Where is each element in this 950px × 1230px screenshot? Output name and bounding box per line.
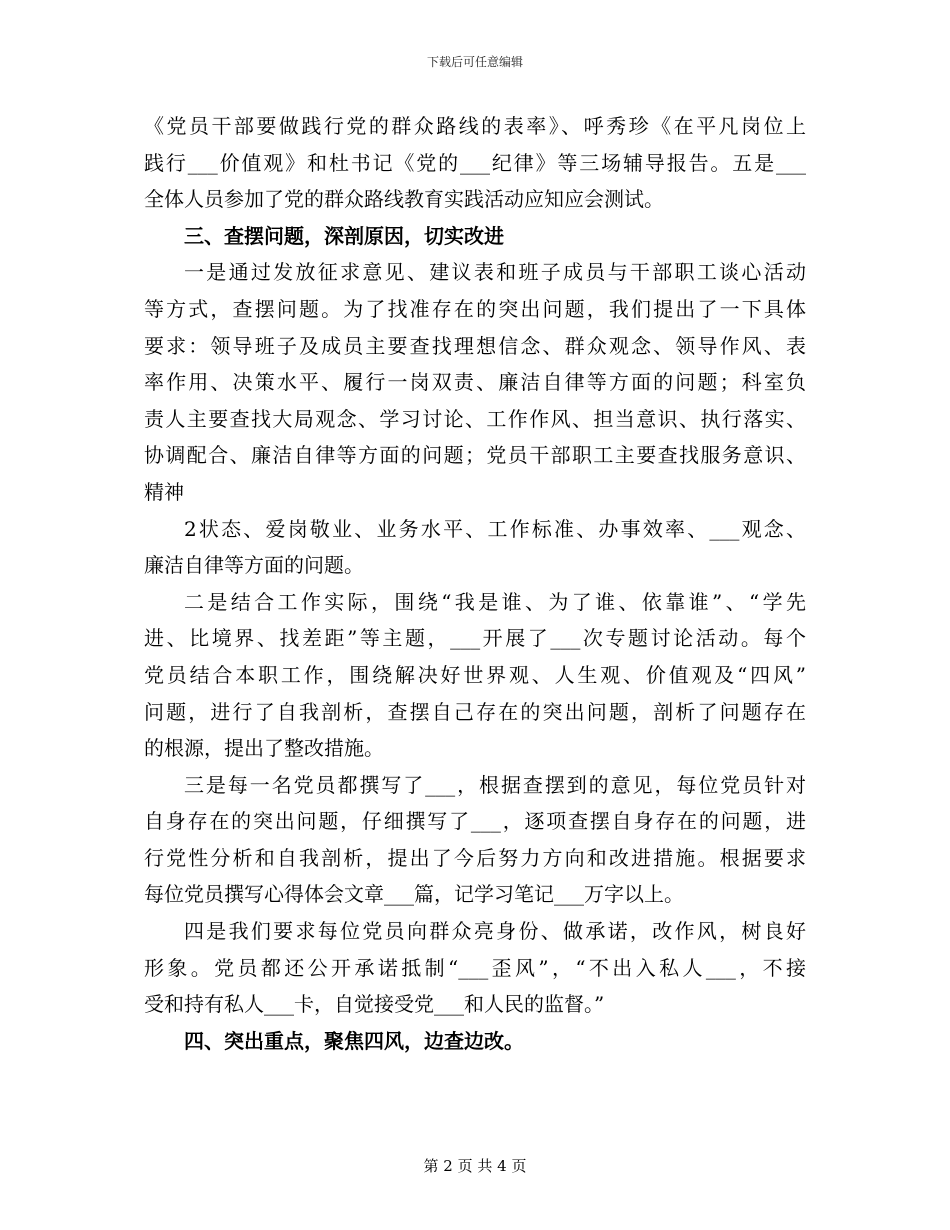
body-line: 等方式，查摆问题。为了找准存在的突出问题，我们提出了一下具体 — [144, 296, 806, 321]
body-line: 要求：领导班子及成员主要查找理想信念、群众观念、领导作风、表 — [144, 333, 806, 358]
page-footer: 第 2 页 共 4 页 — [423, 1157, 527, 1175]
body-line: 每位党员撰写心得体会文章___篇，记学习笔记___万字以上。 — [144, 882, 684, 907]
body-line: 形象。党员都还公开承诺抵制“___歪风”，“不出入私人___，不接 — [144, 955, 806, 980]
body-line: 精神 — [144, 479, 184, 504]
body-line: 的根源，提出了整改措施。 — [144, 736, 384, 761]
page-header: 下载后可任意编辑 — [426, 55, 523, 69]
body-line: 进、比境界、找差距”等主题，___开展了___次专题讨论活动。每个 — [144, 626, 806, 651]
body-line: 全体人员参加了党的群众路线教育实践活动应知应会测试。 — [144, 187, 664, 212]
body-line: 廉洁自律等方面的问题。 — [144, 553, 364, 578]
document-body — [144, 108, 806, 1059]
body-line: 责人主要查找大局观念、学习讨论、工作作风、担当意识、执行落实、 — [144, 406, 806, 431]
body-line: 《党员干部要做践行党的群众路线的表率》、呼秀珍《在平凡岗位上 — [144, 114, 806, 138]
body-line: 行党性分析和自我剖析，提出了今后努力方向和改进措施。根据要求 — [144, 845, 806, 870]
body-line: 践行___价值观》和杜书记《党的___纪律》等三场辅导报告。五是___ — [144, 150, 806, 175]
body-line: 率作用、决策水平、履行一岗双责、廉洁自律等方面的问题；科室负 — [144, 370, 806, 395]
body-line: 四是我们要求每位党员向群众亮身份、做承诺，改作风，树良好 — [184, 919, 806, 944]
body-line: 协调配合、廉洁自律等方面的问题；党员干部职工主要查找服务意识、 — [144, 443, 806, 468]
section-heading: 四、突出重点，聚焦四风，边查边改。 — [184, 1028, 524, 1053]
body-line: 受和持有私人___卡，自觉接受党___和人民的监督。” — [144, 992, 605, 1017]
body-line: 二是结合工作实际，围绕“我是谁、为了谁、依靠谁”、“学先 — [184, 589, 806, 614]
body-line: 一是通过发放征求意见、建议表和班子成员与干部职工谈心活动 — [184, 260, 806, 285]
section-heading: 三、查摆问题，深剖原因，切实改进 — [184, 223, 504, 248]
body-line: 问题，进行了自我剖析，查摆自己存在的突出问题，剖析了问题存在 — [144, 699, 806, 724]
body-line: 自身存在的突出问题，仔细撰写了___，逐项查摆自身存在的问题，进 — [144, 809, 806, 834]
body-line: 三是每一名党员都撰写了___，根据查摆到的意见，每位党员针对 — [184, 772, 806, 797]
body-line: 党员结合本职工作，围绕解决好世界观、人生观、价值观及“四风” — [144, 662, 806, 687]
body-line: 2状态、爱岗敬业、业务水平、工作标准、办事效率、___观念、 — [184, 516, 806, 541]
